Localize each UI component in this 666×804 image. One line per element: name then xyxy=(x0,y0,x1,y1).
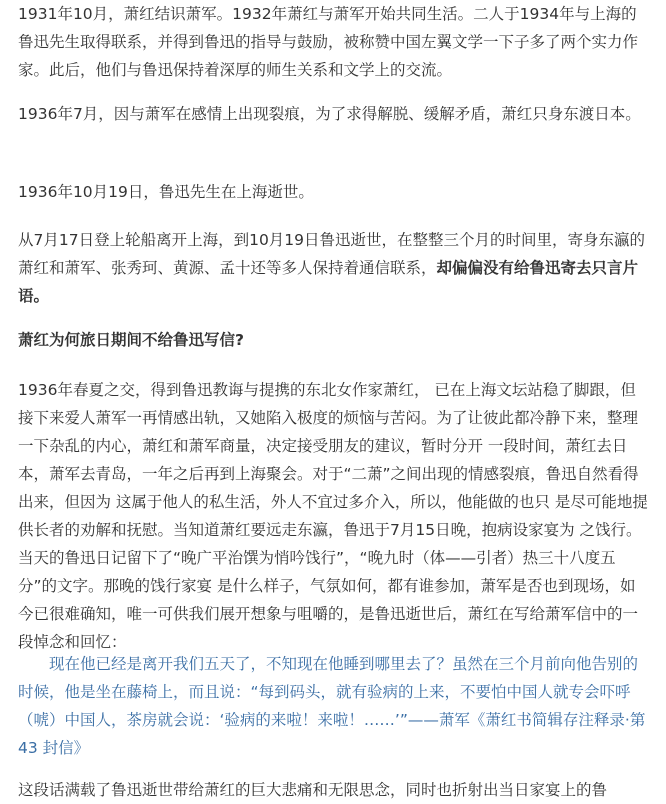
section-heading: 萧红为何旅日期间不给鲁迅写信? xyxy=(18,331,244,349)
paragraph-correspondence xyxy=(0,226,666,310)
correspondence-text: 从7月17日登上轮船离开上海，到10月19日鲁迅逝世，在整整三个月的时间里，寄身东瀛的萧红和萧军、张秀珂、黄源、孟十还等多人保持着通信联系， xyxy=(18,231,646,277)
paragraph-reflection: 这段话满载了鲁迅逝世带给萧红的巨大悲痛和无限思念，同时也折射出当日家宴上的鲁 xyxy=(18,781,608,799)
paragraph-lu-xun-death: 1936年10月19日，鲁迅先生在上海逝世。 xyxy=(18,183,314,201)
correspondence-emphasis: 却偏偏没有给鲁迅寄去只言片语。 xyxy=(18,259,639,305)
quoted-letter: 现在他已经是离开我们五天了，不知现在他睡到哪里去了？虽然在三个月前向他告别的时候，他是坐在藤椅上，而且说：“每到码头，就有验病的上来，不要怕中国人就专会吓呼（唬）中国人，茶房就会说：‘验病的来啦！来啦！……’”——萧军《萧红书简辑存注释录·第 43 封信》 xyxy=(18,655,646,757)
paragraph-japan-trip: 1936年7月，因与萧军在感情上出现裂痕，为了求得解脱、缓解矛盾，萧红只身东渡日本。 xyxy=(18,105,641,123)
paragraph-meeting: 1931年10月，萧红结识萧军。1932年萧红与萧军开始共同生活。二人于1934年与上海的鲁迅先生取得联系，并得到鲁迅的指导与鼓励，被称赞中国左翼文学一下子多了两个实力作家。此后，他们与鲁迅保持着深厚的师生关系和文学上的交流。 xyxy=(18,5,639,79)
paragraph-background: 1936年春夏之交，得到鲁迅教诲与提携的东北女作家萧红， 已在上海文坛站稳了脚跟，但接下来爱人萧军一再情感出轨，又她陷入极度的烦恼与苦闷。为了让彼此都冷静下来，整理一下杂乱的内心，萧红和萧军商量，决定接受朋友的建议，暂时分开 一段时间，萧红去日本，萧军去青岛，一年之后再到上海聚会。对于“二萧”之间出现的情感裂痕，鲁迅自然看得出来，但因为 这属于他人的私生活，外人不宜过多介入，所以，他能做的也只 是尽可能地提供长者的劝解和抚慰。当知道萧红要远走东瀛，鲁迅于7月15日晚，抱病设家宴为 之饯行。当天的鲁迅日记留下了“晚广平治馔为悄吟饯行”，“晚九时（体——引者）热三十八度五分”的文字。那晚的饯行家宴 是什么样子，气氛如何，都有谁参加，萧军是否也到现场，如今已很难确知，唯一可供我们展开想象与咀嚼的，是鲁迅逝世后，萧红在写给萧军信中的一段悼念和回忆： xyxy=(18,381,648,651)
